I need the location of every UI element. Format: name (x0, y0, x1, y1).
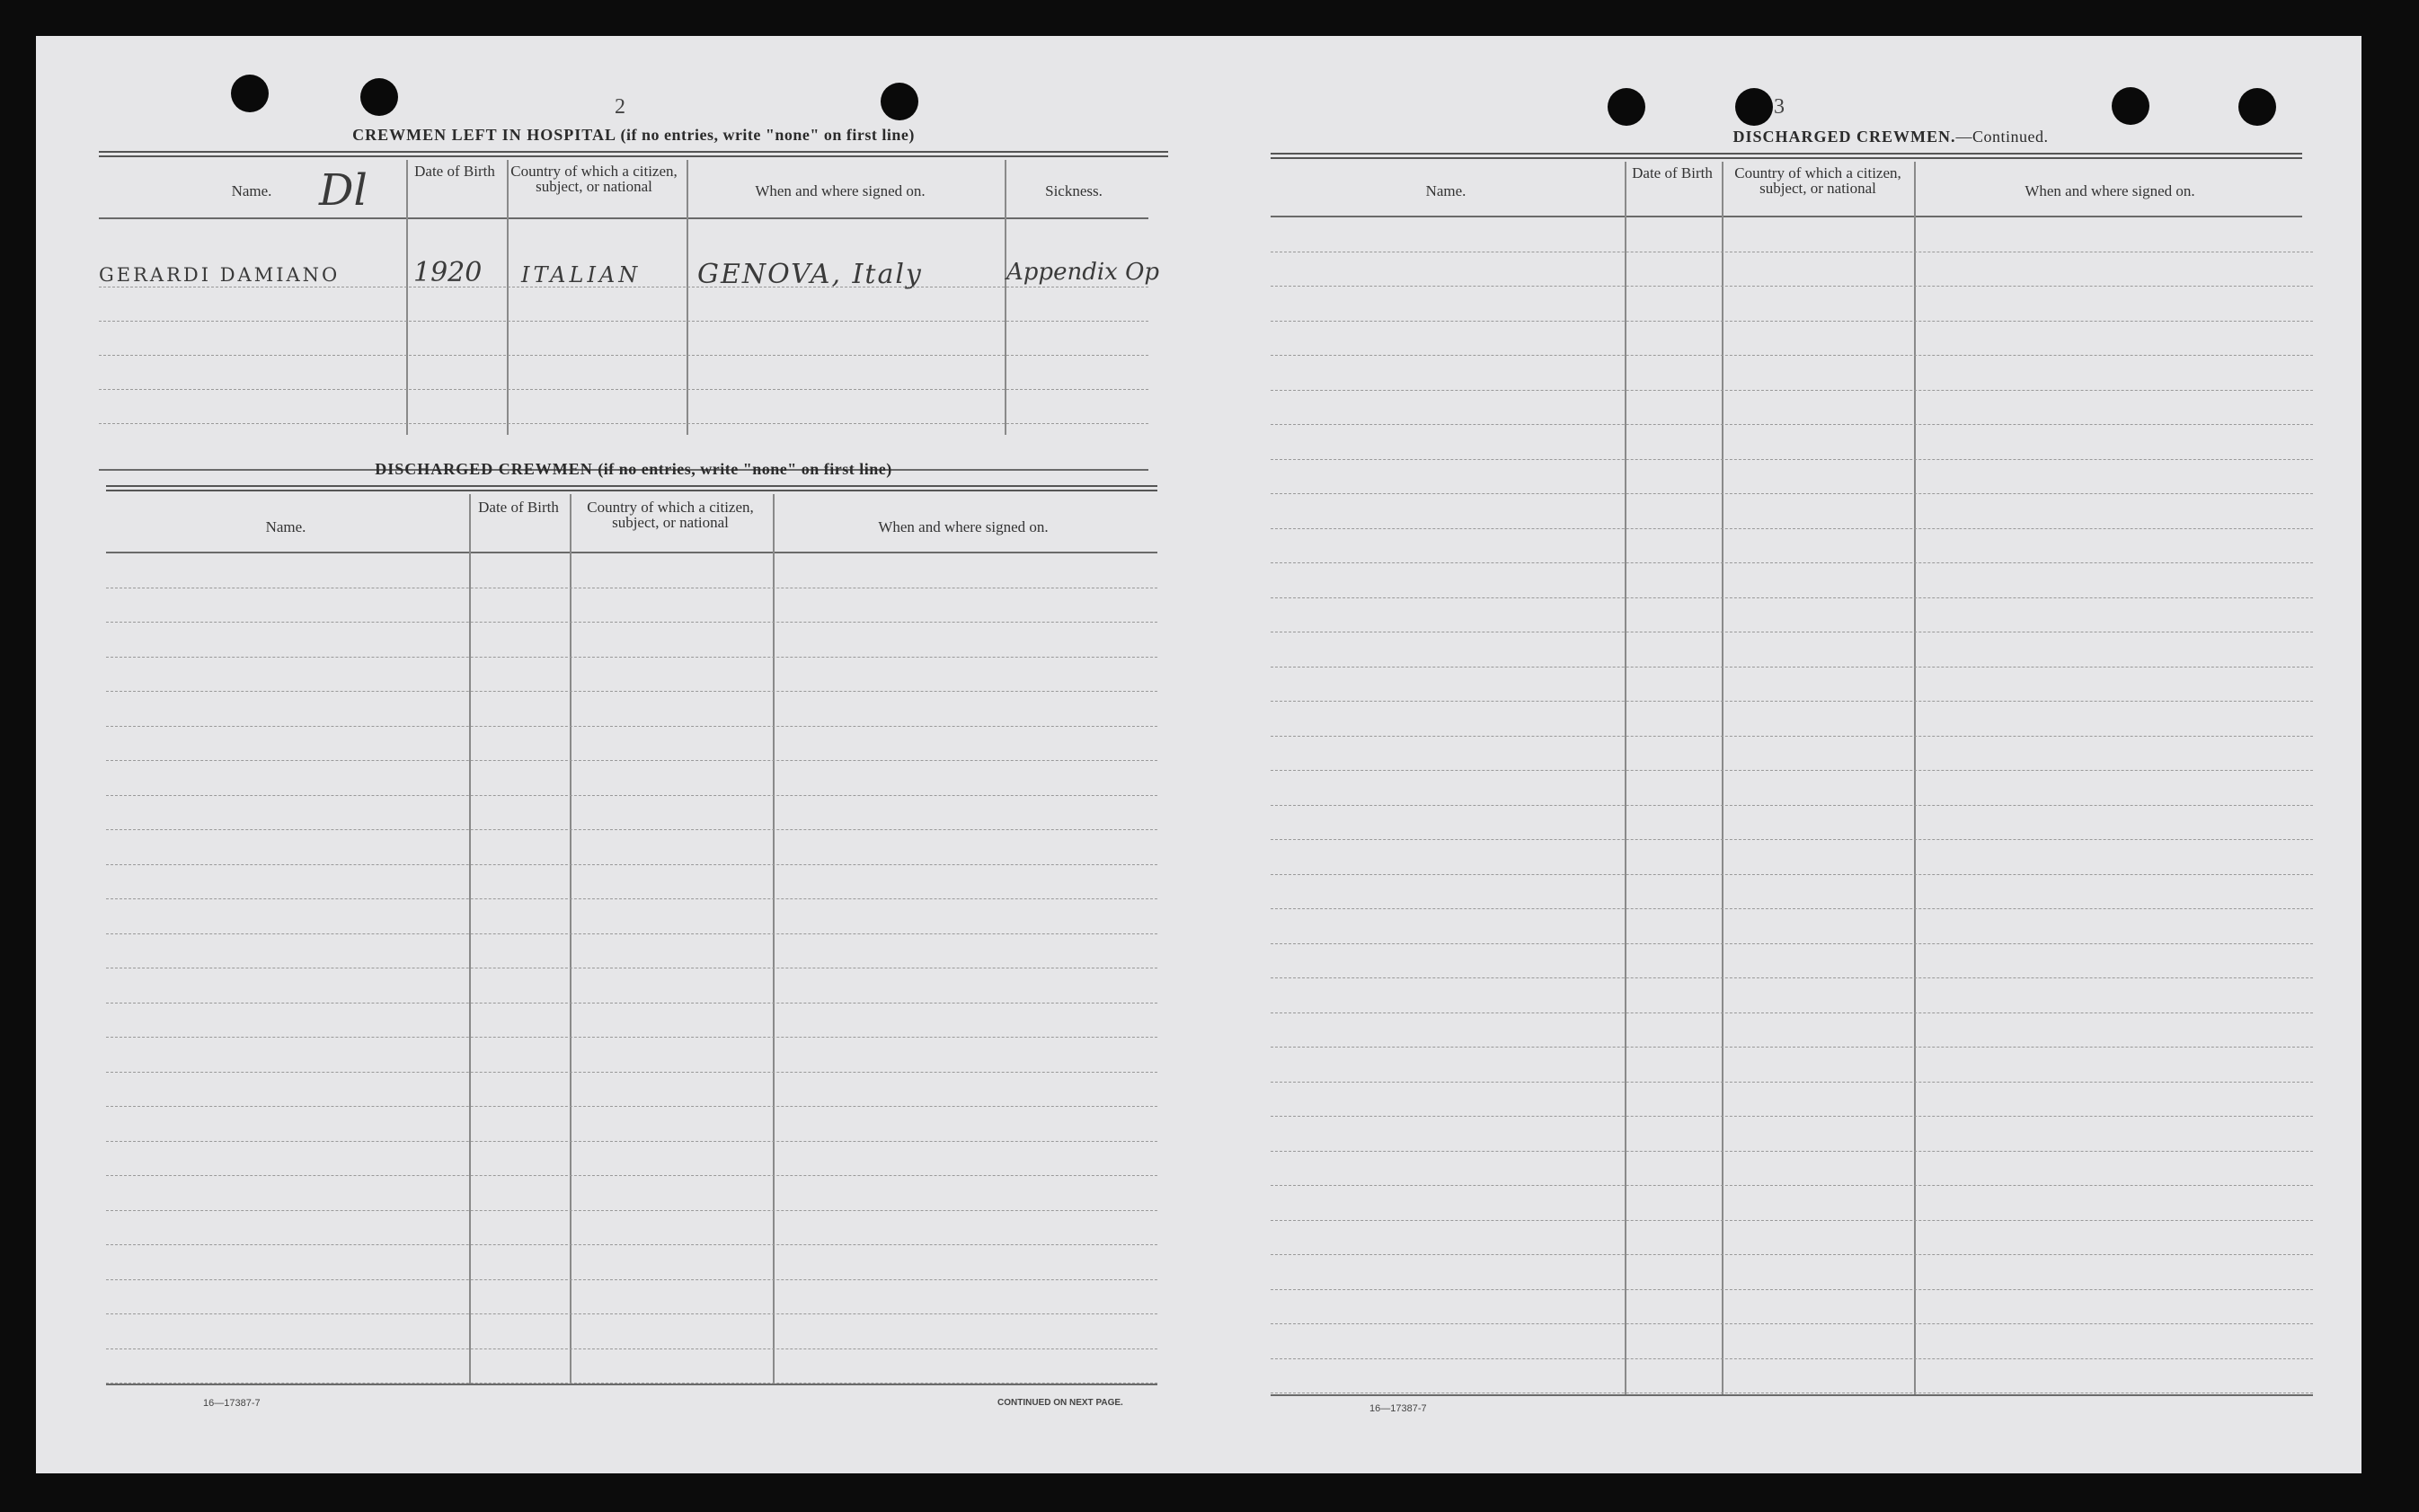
hospital-table (99, 160, 1160, 465)
table-row (106, 623, 1157, 658)
table-row (106, 1004, 1157, 1039)
column-header-signed: When and where signed on. (755, 182, 926, 199)
column-header-dob: Date of Birth (414, 163, 495, 180)
column-header-signed: When and where signed on. (878, 518, 1049, 535)
right-page (1271, 36, 2331, 1473)
table-row (1271, 875, 2313, 910)
continued-note: CONTINUED ON NEXT PAGE. (997, 1398, 1123, 1408)
table-row (1271, 771, 2313, 806)
table-row (99, 390, 1148, 424)
table-row (106, 1073, 1157, 1108)
hospital-rows (99, 253, 1148, 424)
column-header-sickness: Sickness. (1045, 182, 1103, 199)
table-row (1271, 1290, 2313, 1325)
table-row (106, 692, 1157, 727)
header-rule (99, 217, 1148, 219)
table-row (1271, 1048, 2313, 1083)
table-row (106, 796, 1157, 831)
table-row (106, 1176, 1157, 1211)
table-row (1271, 1152, 2313, 1187)
hospital-section-title: CREWMEN LEFT IN HOSPITAL (if no entries, write "none" on first line) (352, 126, 915, 144)
table-row (1271, 287, 2313, 322)
discharged-rows (106, 553, 1157, 1384)
table-row (1271, 563, 2313, 598)
table-row (1271, 425, 2313, 460)
table-row (1271, 1255, 2313, 1290)
table-row (99, 322, 1148, 356)
entry-dob: 1920 (413, 257, 483, 288)
table-row (106, 899, 1157, 934)
table-row (1271, 217, 2313, 252)
table-row (106, 727, 1157, 762)
entry-name: GERARDI DAMIANO (99, 264, 341, 286)
table-row (1271, 322, 2313, 357)
table-row (106, 658, 1157, 693)
table-row (1271, 978, 2313, 1013)
table-row (106, 830, 1157, 865)
table-row (1271, 1359, 2313, 1394)
table-row (1271, 460, 2313, 495)
table-row (106, 1280, 1157, 1315)
table-row (1271, 737, 2313, 772)
discharged-table (106, 494, 1157, 1401)
discharged-continued-title: DISCHARGED CREWMEN.—Continued. (1732, 128, 2049, 146)
table-row (106, 1142, 1157, 1177)
table-row (106, 934, 1157, 969)
table-row (106, 761, 1157, 796)
table-row (1271, 1117, 2313, 1152)
table-row (99, 287, 1148, 322)
entry-country: ITALIAN (521, 262, 642, 287)
column-header-country: Country of which a citizen, subject, or national (587, 499, 754, 531)
table-row (1271, 840, 2313, 875)
table-row (106, 1038, 1157, 1073)
table-row (1271, 391, 2313, 426)
table-row (1271, 356, 2313, 391)
table-row (1271, 944, 2313, 979)
discharged-section-title: DISCHARGED CREWMEN (if no entries, write "none" on first line) (375, 460, 892, 478)
entry-sickness: Appendix Op (1006, 259, 1160, 286)
column-header-name: Name. (231, 182, 272, 199)
table-row (1271, 806, 2313, 841)
table-row (1271, 1186, 2313, 1221)
table-row (1271, 909, 2313, 944)
form-code: 16—17387-7 (1369, 1403, 1427, 1414)
entry-signed: GENOVA, Italy (697, 259, 923, 290)
table-row (106, 1314, 1157, 1349)
column-header-signed: When and where signed on. (2025, 182, 2195, 199)
table-row (106, 588, 1157, 623)
table-row (106, 553, 1157, 588)
table-bottom-rule (1271, 1394, 2313, 1396)
column-header-name: Name. (265, 518, 306, 535)
column-header-name: Name. (1425, 182, 1466, 199)
table-row (1271, 1083, 2313, 1118)
table-row (106, 968, 1157, 1004)
table-row (1271, 668, 2313, 703)
divider (99, 151, 1168, 157)
table-row (106, 865, 1157, 900)
divider (1271, 153, 2302, 159)
table-row (106, 1107, 1157, 1142)
form-code: 16—17387-7 (203, 1398, 261, 1409)
page-number: 3 (1774, 95, 1785, 119)
page-number: 2 (615, 95, 625, 119)
manifest-sheet (36, 36, 2361, 1473)
column-header-dob: Date of Birth (478, 499, 559, 516)
table-row (1271, 702, 2313, 737)
table-row (106, 1211, 1157, 1246)
discharged-continued-table (1271, 162, 2313, 1419)
table-row (99, 356, 1148, 390)
column-header-country: Country of which a citizen, subject, or national (510, 163, 678, 195)
table-row (1271, 252, 2313, 287)
table-row (1271, 632, 2313, 668)
table-row (1271, 529, 2313, 564)
table-row (106, 1349, 1157, 1384)
table-row (106, 1245, 1157, 1280)
divider (106, 485, 1157, 491)
table-row (1271, 598, 2313, 633)
table-row (1271, 1013, 2313, 1048)
handwritten-annotation: Dl (319, 165, 368, 216)
column-header-dob: Date of Birth (1632, 164, 1713, 181)
table-row (99, 253, 1148, 287)
table-bottom-rule (106, 1384, 1157, 1385)
table-row (1271, 1221, 2313, 1256)
column-header-country: Country of which a citizen, subject, or national (1734, 164, 1901, 197)
left-page (99, 36, 1168, 1473)
table-row (1271, 1324, 2313, 1359)
table-row (1271, 494, 2313, 529)
discharged-continued-rows (1271, 217, 2313, 1393)
